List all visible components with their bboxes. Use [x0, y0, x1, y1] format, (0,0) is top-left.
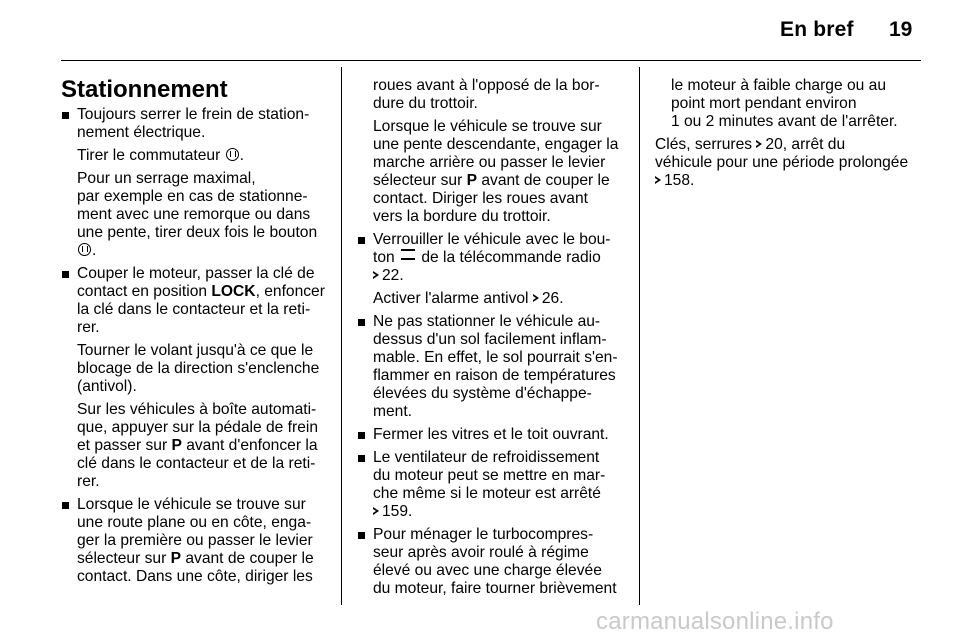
column-2 [357, 77, 625, 603]
bullet-item: Fermer les vitres et le toit ouvrant. [357, 426, 625, 444]
column-divider-1 [341, 67, 342, 605]
cross-reference-paragraph: Clés, serrures 20, arrêt du véhicule pour une période prolongée 158. [655, 136, 909, 189]
paragraph: Lorsque le véhicule se trouve sur une pente descendante, engager la marche arrière ou passer le levier sélecteur sur P avant de couper le contact. Diriger les roues avant vers la bordure du trottoir. [373, 118, 619, 225]
header-rule [61, 60, 921, 61]
page-reference-arrow-icon [655, 176, 661, 184]
bullet-item: Le ventilateur de refroidissement du moteur peut se mettre en mar- che même si le moteur est arrêté 159. [357, 449, 625, 521]
paragraph: Pour un serrage maximal, par exemple en cas de stationne- ment avec une remorque ou dans une pente, tirer deux fois le bouton . [77, 170, 318, 259]
paragraph: Sur les véhicules à boîte automati- que, appuyer sur la pédale de frein et passer sur P avant d'enfoncer la clé dans le contacteur et de la reti- rer. [77, 401, 319, 490]
section-title: Stationnement [61, 76, 228, 103]
paragraph: Tourner le volant jusqu'à ce que le blocage de la direction s'enclenche (antivol). [77, 342, 320, 395]
paragraph: roues avant à l'opposé de la bor- dure du trottoir. [373, 77, 600, 112]
bullet-item: Lorsque le véhicule se trouve sur une route plane ou en côte, enga- ger la première ou passer le levier sélecteur sur P avant de couper le contact. Dans une côte, diriger les [61, 496, 329, 586]
column-1 [61, 77, 329, 591]
page-reference-arrow-icon [373, 271, 379, 279]
paragraph: le moteur à faible charge ou au point mort pendant environ 1 ou 2 minutes avant de l'arrêter. [671, 77, 898, 130]
parking-brake-switch-icon [78, 243, 91, 256]
page-reference-arrow-icon [373, 507, 379, 515]
page-number: 19 [889, 18, 913, 41]
paragraph: Tirer le commutateur . [77, 147, 244, 164]
page-header-title: En bref [780, 18, 854, 41]
page-reference-arrow-icon [533, 294, 539, 302]
bullet-item: Couper le moteur, passer la clé de contact en position LOCK, enfoncer la clé dans le contacteur et la reti- rer. [61, 265, 329, 337]
column-3 [655, 77, 925, 195]
lock-button-icon [401, 249, 415, 260]
column-divider-2 [639, 67, 640, 605]
bullet-item: Pour ménager le turbocompres- seur après avoir roulé à régime élevé ou avec une charge élevée du moteur, faire tourner brièvement [357, 526, 625, 598]
bullet-item: Toujours serrer le frein de station- nement électrique. [61, 106, 329, 142]
bullet-item: Verrouiller le véhicule avec le bou- ton de la télécommande radio 22. [357, 231, 625, 285]
watermark: carmanualsonline.info [596, 608, 834, 635]
page-reference-arrow-icon [756, 140, 762, 148]
paragraph: Activer l'alarme antivol 26. [373, 290, 564, 307]
bullet-item: Ne pas stationner le véhicule au- dessus d'un sol facilement inflam- mable. En effet, le sol pourrait s'en- flammer en raison de températures élevées du système d'échappe- ment. [357, 313, 625, 421]
parking-brake-switch-icon [226, 148, 239, 161]
